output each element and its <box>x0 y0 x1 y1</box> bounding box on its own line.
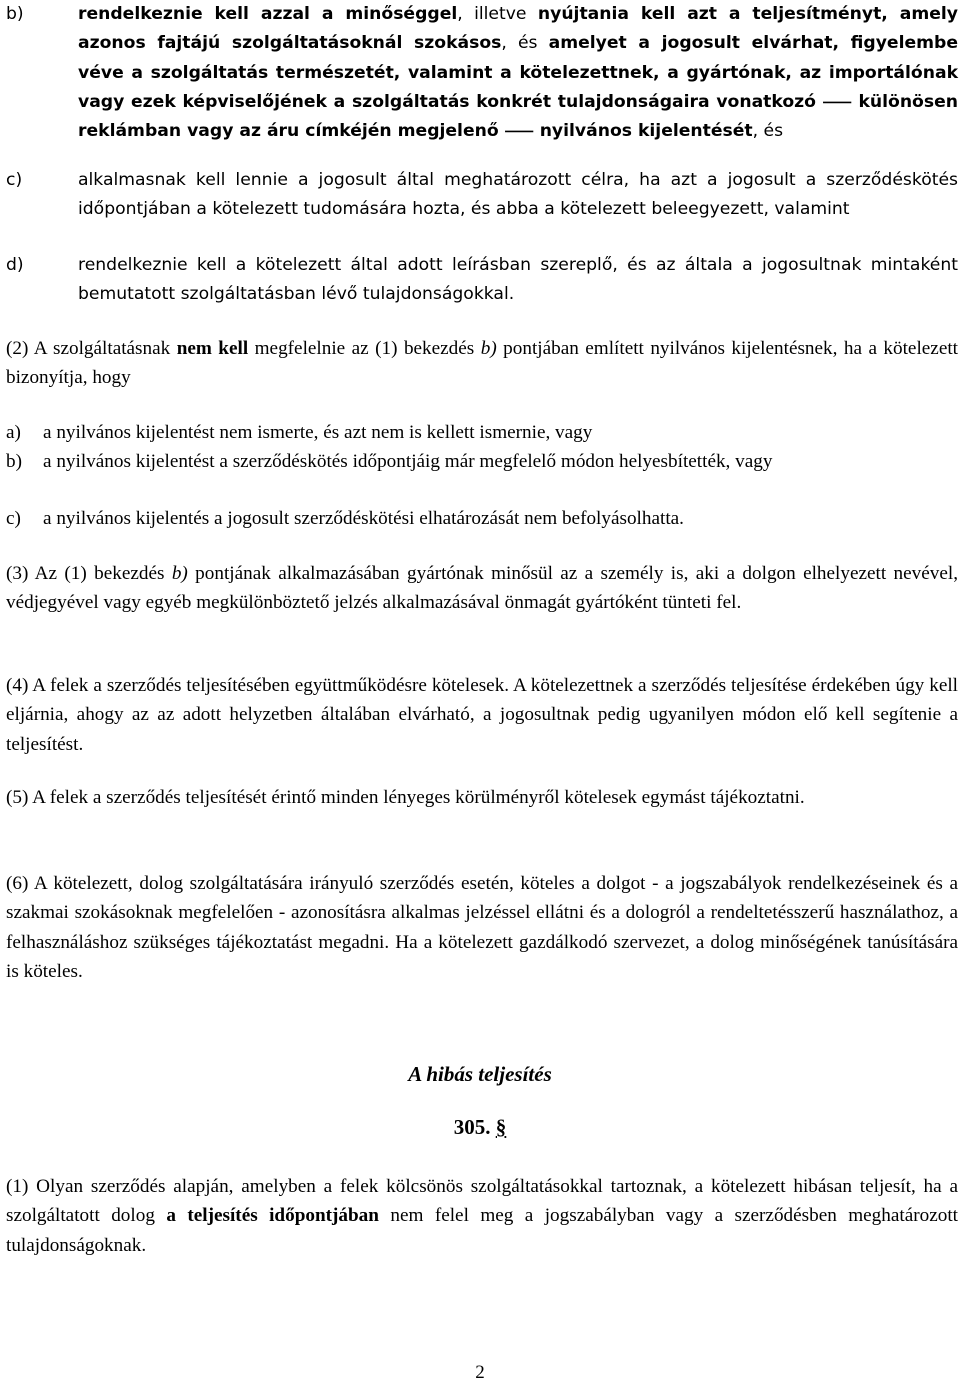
section-number <box>0 1115 960 1140</box>
bold-phrase: nem kell <box>176 338 249 359</box>
text-run: (1) Olyan szerződés alapján, amelyben a felek kölcsönös szolgáltatásokkal tartoznak, a kötelezett hibásan teljesít, ha a szolgáltatott dolog <box>6 1176 958 1227</box>
text-run: , illetve <box>457 4 538 24</box>
bold-phrase: nyújtania kell azt a teljesítményt, amely azonos fajtájú szolgáltatásoknál szokásos <box>78 4 958 54</box>
item-label: b) <box>6 451 22 472</box>
list-item-d <box>6 251 958 310</box>
paragraph-2 <box>6 334 958 393</box>
item-label: a) <box>6 422 21 443</box>
text-run: , és <box>501 33 549 54</box>
paragraph-3 <box>6 559 958 618</box>
item-label: d) <box>6 255 24 275</box>
paragraph-305-1 <box>6 1172 958 1260</box>
bold-phrase: a teljesítés időpontjában <box>166 1205 379 1227</box>
item-text: a nyilvános kijelentés a jogosult szerződéskötési elhatározását nem befolyásolhatta. <box>43 508 684 529</box>
text-run: , és <box>752 121 784 142</box>
text-run: nem felel meg a jogszabályban vagy a szerződésben meghatározott tulajdonságoknak. <box>6 1205 958 1256</box>
paragraph-4: (4) A felek a szerződés teljesítésében együttműködésre kötelesek. A kötelezettnek a szerződés teljesítése érdekében úgy kell eljárnia, ahogy az az adott helyzetben általában elvárható, a jogosultnak pedig ugyanilyen módon elő kell segítenie a teljesítést. <box>6 675 958 755</box>
item-label: c) <box>6 508 21 529</box>
item-text: a nyilvános kijelentést nem ismerte, és azt nem is kellett ismernie, vagy <box>43 422 593 443</box>
list-item-a <box>6 418 958 447</box>
list-item-b <box>6 447 958 476</box>
item-label: c) <box>6 170 23 190</box>
list-item-c <box>6 504 958 533</box>
text-run: pontjának alkalmazásában gyártónak minősül az a személy is, aki a dolgon elhelyezett nevével, védjegyével vagy egyéb megkülönböztető jelzés alkalmazásával önmagát gyártóként tünteti fel. <box>6 563 958 614</box>
item-text: rendelkeznie kell a kötelezett által adott leírásban szereplő, és az általa a jogosultnak mintaként bemutatott szolgáltatásban lévő tulajdonságokkal. <box>78 255 958 305</box>
bold-phrase: rendelkeznie kell azzal a minőséggel <box>78 4 458 24</box>
italic-phrase: b) <box>171 563 188 584</box>
section-heading: A hibás teljesítés <box>408 1062 552 1086</box>
page-number: 2 <box>475 1362 485 1383</box>
text-run: (3) Az (1) bekezdés <box>6 563 172 584</box>
item-text: alkalmasnak kell lennie a jogosult által meghatározott célra, ha azt a jogosult a szerződéskötés időpontjában a kötelezett tudomására hozta, és abba a kötelezett beleegyezett, valamint <box>78 170 958 220</box>
section-number-text: 305. <box>453 1115 491 1139</box>
list-item-b <box>6 0 958 146</box>
item-text <box>78 0 958 146</box>
item-text: a nyilvános kijelentést a szerződéskötés időpontjáig már megfelelő módon helyesbítették, vagy <box>43 451 773 472</box>
text-run: pontjában említett nyilvános kijelentésnek, ha a kötelezett bizonyítja, hogy <box>6 338 958 389</box>
section-symbol: § <box>495 1115 507 1139</box>
paragraph-5: (5) A felek a szerződés teljesítését érintő minden lényeges körülményről kötelesek egymást tájékoztatni. <box>6 787 805 808</box>
paragraph-6: (6) A kötelezett, dolog szolgáltatására irányuló szerződés esetén, köteles a dolgot - a jogszabályok rendelkezéseinek és a szakmai szokásoknak megfelelően - azonosításra alkalmas jelzéssel ellátni és a dologról a rendeltetésszerű használathoz, a felhasználáshoz szükséges tájékoztatást megadni. Ha a kötelezett gazdálkodó szervezet, a dolog minőségének tanúsítására is köteles. <box>6 873 958 982</box>
list-item-c <box>6 166 958 225</box>
bold-phrase: amelyet a jogosult elvárhat, figyelembe véve a szolgáltatás természetét, valamint a kötelezettnek, a gyártónak, az importálónak vagy ezek képviselőjének a szolgáltatás konkrét tulajdonságaira vonatkozó ⸺ különösen reklámban vagy az áru címkéjén megjelenő ⸺ nyilvános kijelentését <box>78 33 959 142</box>
text-run: (2) A szolgáltatásnak <box>6 338 177 359</box>
italic-phrase: b) <box>480 338 497 359</box>
text-run: megfelelnie az (1) bekezdés <box>248 338 481 359</box>
item-label: b) <box>6 4 24 24</box>
